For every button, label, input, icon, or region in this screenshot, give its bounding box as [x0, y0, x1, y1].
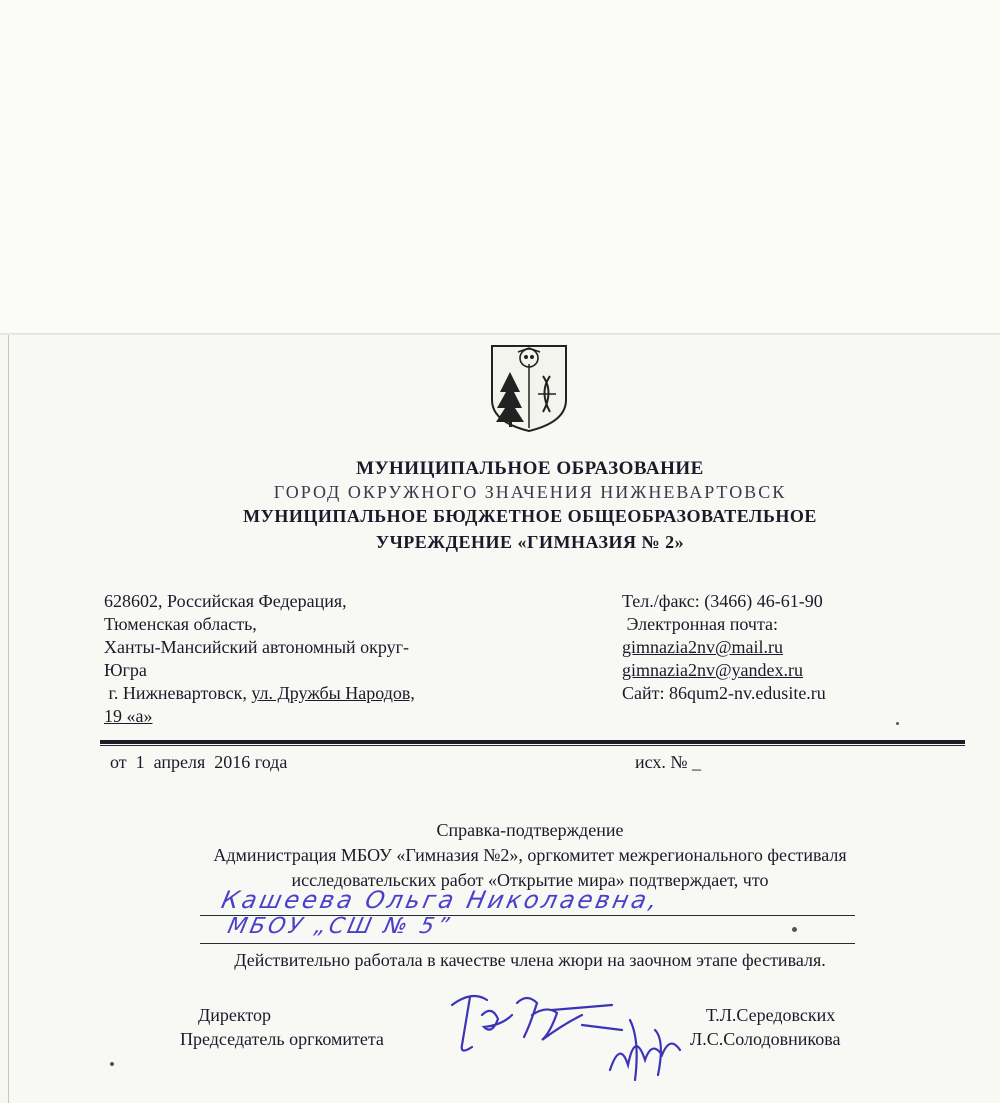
- org-name-line-3: МУНИЦИПАЛЬНОЕ БЮДЖЕТНОЕ ОБЩЕОБРАЗОВАТЕЛЬНОЕ: [243, 506, 817, 526]
- street-text: ул. Дружбы Народов,: [251, 683, 415, 703]
- city-text: г. Нижневартовск,: [104, 683, 252, 703]
- signatory-name-chair: Л.С.Солодовникова: [690, 1029, 841, 1049]
- header-divider: [100, 740, 965, 744]
- header-divider-thin: [100, 745, 965, 746]
- phone-text: Тел./факс: (3466) 46-61-90: [622, 591, 823, 611]
- org-name-line-2: ГОРОД ОКРУЖНОГО ЗНАЧЕНИЯ НИЖНЕВАРТОВСК: [273, 482, 787, 502]
- address-line: Югра: [104, 660, 147, 680]
- address-line: Тюменская область,: [104, 614, 257, 634]
- org-name-line-4: УЧРЕЖДЕНИЕ «ГИМНАЗИЯ № 2»: [375, 532, 685, 552]
- body-text-line-2: исследовательских работ «Открытие мира» подтверждает, что: [291, 870, 769, 890]
- address-line: 628602, Российская Федерация,: [104, 591, 347, 611]
- scan-top-margin: [0, 0, 1000, 335]
- site-text: Сайт: 86qum2-nv.edusite.ru: [622, 683, 826, 703]
- handwritten-name: Кашеева Ольга Николаевна,: [219, 886, 663, 914]
- signatory-role-director: Директор: [198, 1005, 272, 1025]
- scan-speck: [110, 1062, 114, 1066]
- email-link-2[interactable]: gimnazia2nv@yandex.ru: [622, 660, 804, 680]
- address-line: 19 «а»: [104, 706, 153, 726]
- email-link-1[interactable]: gimnazia2nv@mail.ru: [622, 637, 784, 657]
- outgoing-number: исх. № _: [635, 752, 702, 772]
- scan-speck: [896, 722, 899, 725]
- org-name-line-1: МУНИЦИПАЛЬНОЕ ОБРАЗОВАНИЕ: [356, 458, 704, 479]
- contact-block: [622, 590, 922, 705]
- document-title: Справка-подтверждение: [436, 820, 624, 840]
- scan-speck: [792, 927, 797, 932]
- address-line: [104, 682, 504, 705]
- coat-of-arms-icon: [488, 342, 570, 434]
- body-text-line-3: Действительно работала в качестве члена жюри на заочном этапе фестиваля.: [234, 950, 826, 970]
- handwritten-school: МБОУ „СШ № 5”: [225, 914, 455, 939]
- body-text-line-1: Администрация МБОУ «Гимназия №2», оргкомитет межрегионального фестиваля: [213, 845, 847, 865]
- fill-in-line-2: [200, 943, 855, 944]
- signatory-role-chair: Председатель оргкомитета: [180, 1029, 384, 1049]
- letter-date: от 1 апреля 2016 года: [110, 752, 288, 772]
- postal-address: [104, 590, 504, 728]
- signatory-name-director: Т.Л.Середовских: [706, 1005, 836, 1025]
- email-label: Электронная почта:: [622, 614, 779, 634]
- address-line: Ханты-Мансийский автономный округ-: [104, 637, 410, 657]
- chair-signature-icon: [600, 1010, 700, 1085]
